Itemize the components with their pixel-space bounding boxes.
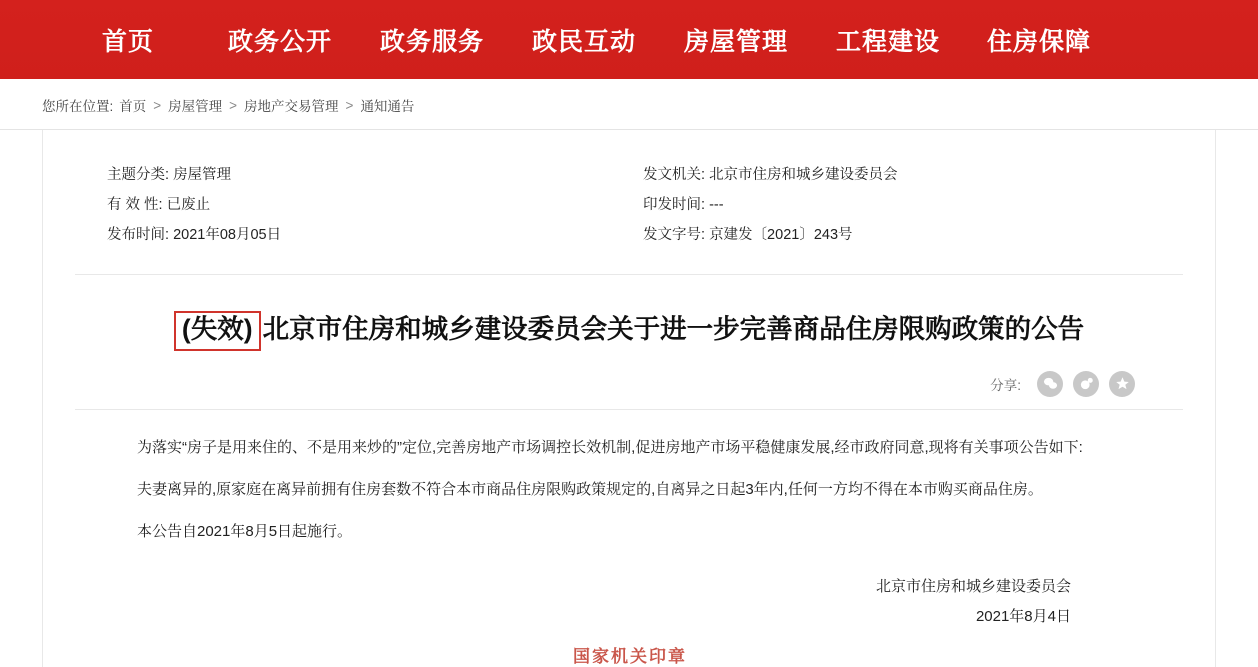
nav-item-gov-citizen-interaction[interactable]: 政民互动 [531,27,636,56]
metadata-value: 京建发〔2021〕243号 [709,227,853,243]
favorite-share-icon[interactable] [1109,371,1135,397]
content-paragraph: 为落实“房子是用来住的、不是用来炒的”定位,完善房地产市场调控长效机制,促进房地产市场平稳健康发展,经市政府同意,现将有关事项公告如下: [137,438,1083,456]
breadcrumb-item-housing-management[interactable]: 房屋管理 [168,99,223,114]
metadata-row-print-date [643,190,1183,220]
metadata-value: --- [709,197,724,213]
metadata-key: 发文字号: [643,227,706,243]
metadata-key: 发文机关: [643,167,706,183]
main-navigation [0,0,1258,79]
metadata-left-column [75,160,629,250]
metadata-key: 印发时间: [643,197,706,213]
breadcrumb-separator-icon: > [153,97,162,113]
breadcrumb-item-real-estate-transaction[interactable]: 房地产交易管理 [244,99,339,114]
nav-item-engineering-construction[interactable]: 工程建设 [835,27,940,56]
page-body [0,130,1258,667]
document-card [42,130,1216,667]
nav-item-home[interactable]: 首页 [101,27,154,56]
breadcrumb-label: 您所在位置: [42,99,114,114]
metadata-value: 已废止 [166,197,211,213]
breadcrumb-separator-icon: > [345,97,354,113]
document-signature [137,572,1071,632]
document-title-area [43,275,1215,357]
breadcrumb [0,79,1258,130]
status-badge: (失效) [174,311,261,351]
content-paragraph: 夫妻离异的,原家庭在离异前拥有住房套数不符合本市商品住房限购政策规定的,自离异之日起3年内,任何一方均不得在本市购买商品住房。 [137,480,1043,498]
signature-date: 2021年8月4日 [975,607,1071,625]
content-paragraph: 本公告自2021年8月5日起施行。 [137,522,353,540]
nav-item-housing-management[interactable]: 房屋管理 [683,27,788,56]
nav-item-housing-security[interactable]: 住房保障 [986,27,1091,56]
metadata-key: 有 效 性: [107,197,163,213]
document-content [75,410,1183,667]
metadata-right-column [629,160,1183,250]
metadata-row-subject-category [107,160,629,190]
weibo-share-icon[interactable] [1073,371,1099,397]
official-seal: 国家机关印章 [573,646,687,666]
metadata-row-publish-date [107,220,629,250]
page-title: 北京市住房和城乡建设委员会关于进一步完善商品住房限购政策的公告 [262,314,1085,344]
share-label: 分享: [990,377,1021,393]
metadata-row-validity [107,190,629,220]
breadcrumb-item-home[interactable]: 首页 [119,99,147,114]
nav-item-gov-affairs-open[interactable]: 政务公开 [227,27,332,56]
metadata-value: 房屋管理 [173,167,232,183]
signature-organization: 北京市住房和城乡建设委员会 [875,577,1071,595]
nav-item-gov-services[interactable]: 政务服务 [379,27,484,56]
metadata-row-issuing-agency [643,160,1183,190]
document-metadata [75,130,1183,275]
metadata-value: 2021年08月05日 [173,227,282,243]
share-bar [75,357,1183,410]
wechat-share-icon[interactable] [1037,371,1063,397]
breadcrumb-item-notices[interactable]: 通知通告 [360,99,415,114]
breadcrumb-separator-icon: > [229,97,238,113]
metadata-row-document-number [643,220,1183,250]
metadata-key: 主题分类: [107,167,170,183]
metadata-key: 发布时间: [107,227,170,243]
metadata-value: 北京市住房和城乡建设委员会 [709,167,898,183]
